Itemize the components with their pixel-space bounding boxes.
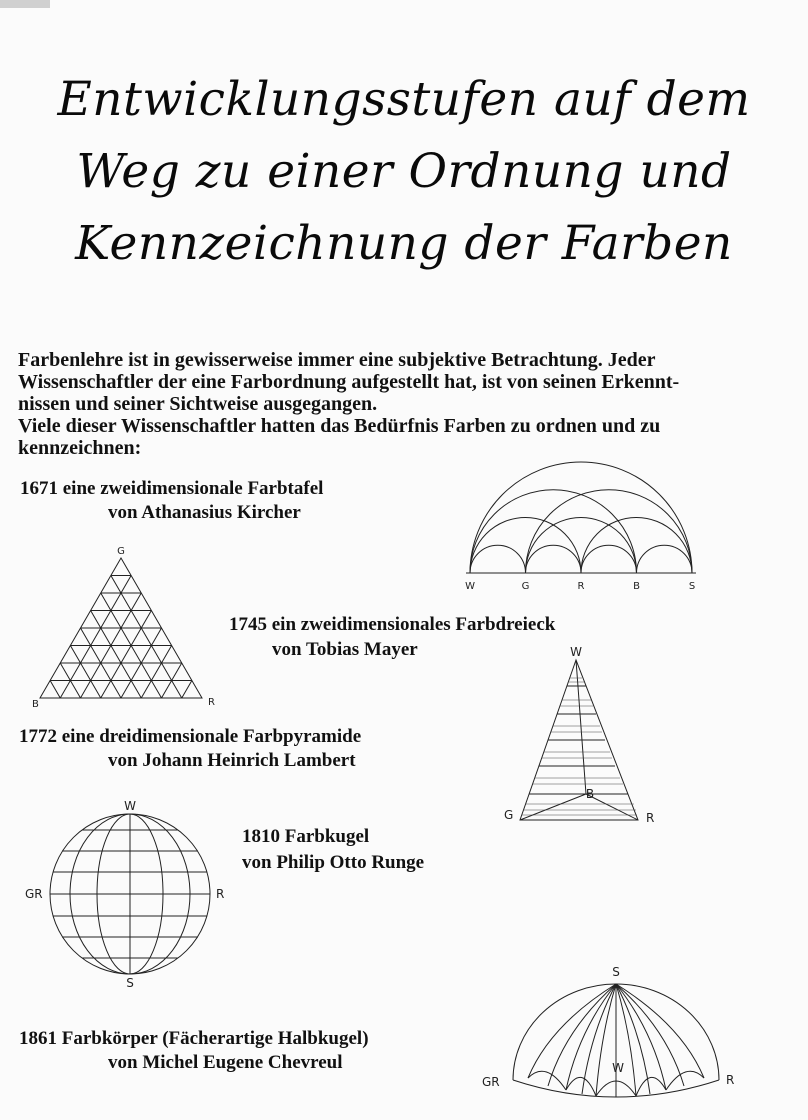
intro-line: kennzeichnen: xyxy=(18,437,142,459)
mayer-label-r: R xyxy=(208,697,215,708)
lambert-pyramid-diagram xyxy=(500,644,670,826)
chevreul-label-gr: GR xyxy=(482,1075,500,1089)
page-title-line-2: Weg zu einer Ordnung und xyxy=(76,144,732,199)
intro-line: Farbenlehre ist in gewisserweise immer eine subjektive Betrachtung. Jeder xyxy=(18,349,656,371)
lambert-caption-author: von Johann Heinrich Lambert xyxy=(108,750,356,771)
mayer-caption-author: von Tobias Mayer xyxy=(272,639,418,660)
runge-caption-author: von Philip Otto Runge xyxy=(242,852,425,873)
mayer-label-b: B xyxy=(32,699,39,710)
kircher-caption-year: 1671 eine zweidimensionale Farbtafel xyxy=(20,478,324,499)
mayer-caption-year: 1745 ein zweidimensionales Farbdreieck xyxy=(229,614,556,635)
lambert-label-w: W xyxy=(570,645,582,659)
lambert-label-b: B xyxy=(585,787,595,801)
kircher-label-g: G xyxy=(521,581,530,592)
runge-caption-year: 1810 Farbkugel xyxy=(242,826,370,847)
mayer-label-g: G xyxy=(117,546,125,557)
scan-artifact xyxy=(0,0,50,8)
mayer-triangle-diagram xyxy=(30,540,220,710)
chevreul-label-s: S xyxy=(612,965,620,979)
chevreul-label-r: R xyxy=(726,1073,735,1087)
kircher-label-r: R xyxy=(577,581,585,592)
runge-label-r: R xyxy=(216,887,225,901)
kircher-arc-diagram xyxy=(466,458,706,598)
chevreul-hemisphere-diagram xyxy=(478,962,748,1118)
kircher-label-s: S xyxy=(688,581,696,592)
chevreul-label-w: W xyxy=(612,1061,624,1075)
kircher-label-w: W xyxy=(465,581,475,592)
runge-label-s: S xyxy=(126,976,134,990)
runge-sphere-diagram xyxy=(20,798,240,990)
lambert-label-g: G xyxy=(504,808,514,822)
page-title-line-3: Kennzeichnung der Farben xyxy=(75,216,733,271)
intro-paragraph xyxy=(18,349,798,459)
intro-line: Viele dieser Wissenschaftler hatten das Bedürfnis Farben zu ordnen und zu xyxy=(18,415,661,437)
kircher-label-b: B xyxy=(633,581,640,592)
kircher-caption-author: von Athanasius Kircher xyxy=(108,502,301,523)
runge-label-w: W xyxy=(124,799,136,813)
runge-label-gr: GR xyxy=(25,887,43,901)
intro-line: Wissenschaftler der eine Farbordnung aufgestellt hat, ist von seinen Erkennt- xyxy=(18,371,680,393)
chevreul-caption-year: 1861 Farbkörper (Fächerartige Halbkugel) xyxy=(19,1028,369,1049)
chevreul-caption-author: von Michel Eugene Chevreul xyxy=(108,1052,343,1073)
lambert-caption-year: 1772 eine dreidimensionale Farbpyramide xyxy=(19,726,362,747)
page-title-line-1: Entwicklungsstufen auf dem xyxy=(57,72,751,127)
lambert-label-r: R xyxy=(646,811,655,825)
intro-line: nissen und seiner Sichtweise ausgegangen. xyxy=(18,393,378,415)
